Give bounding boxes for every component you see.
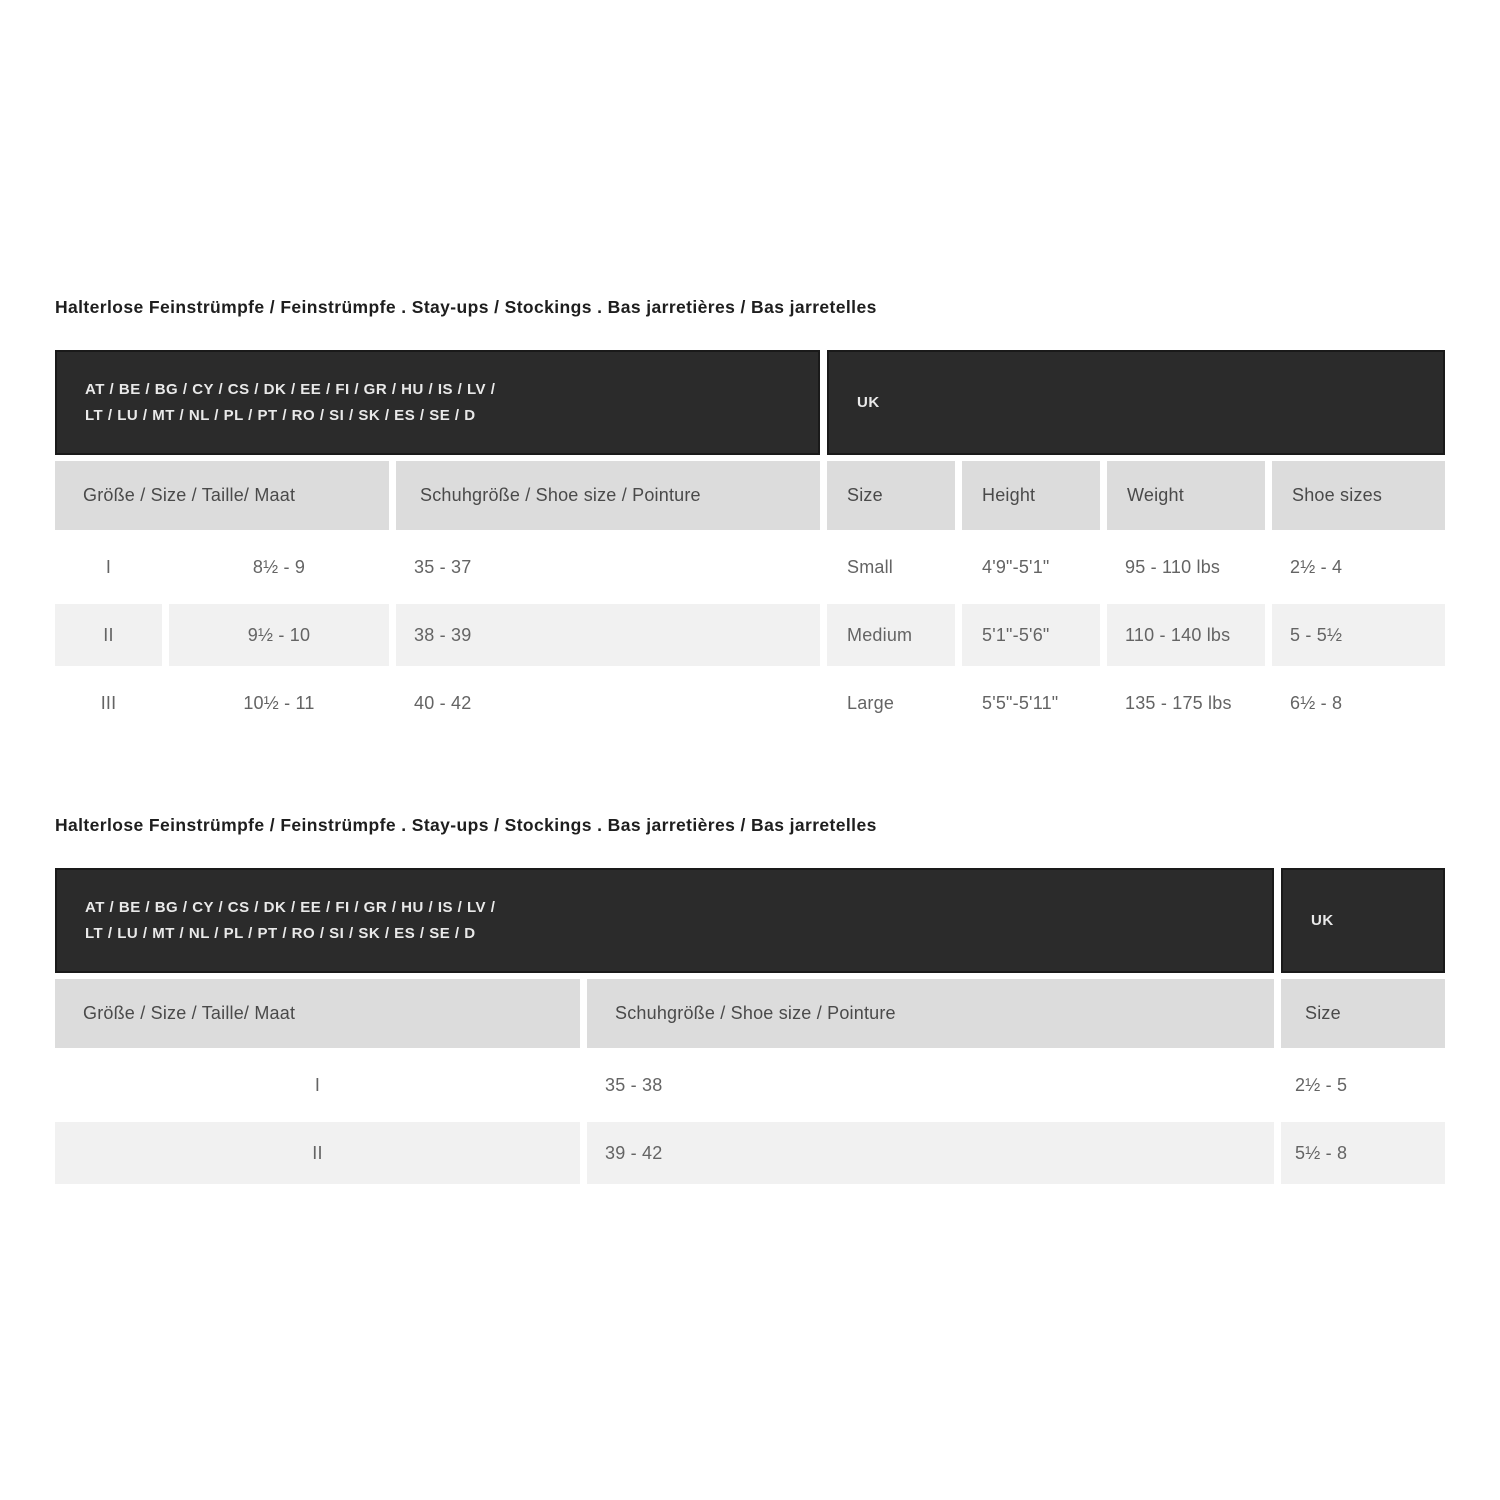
column-header-row xyxy=(55,461,1445,530)
height-cell: 4'9"-5'1" xyxy=(962,536,1100,598)
size-table-eu-uk-simple xyxy=(55,868,1445,1184)
table-row xyxy=(55,604,1445,666)
uk-size-cell: Medium xyxy=(827,604,955,666)
size-numeral-cell: III xyxy=(55,672,162,734)
shoe-size-cell: 35 - 38 xyxy=(587,1054,1274,1116)
section-title: Halterlose Feinstrümpfe / Feinstrümpfe . Stay-ups / Stockings . Bas jarretières / Bas jarretelles xyxy=(55,815,877,835)
uk-shoe-cell: 6½ - 8 xyxy=(1272,672,1445,734)
column-header-row xyxy=(55,979,1445,1048)
table-row xyxy=(55,1054,1445,1116)
region-header-row xyxy=(55,868,1445,973)
size-range-cell: 9½ - 10 xyxy=(169,604,389,666)
table-row xyxy=(55,1122,1445,1184)
col-header-shoe-size: Schuhgröße / Shoe size / Pointure xyxy=(587,979,1274,1048)
region-eu-codes-line1: AT / BE / BG / CY / CS / DK / EE / FI / GR / HU / IS / LV / xyxy=(85,898,496,916)
region-eu-codes-line1: AT / BE / BG / CY / CS / DK / EE / FI / GR / HU / IS / LV / xyxy=(85,380,496,398)
col-header-weight: Weight xyxy=(1107,461,1265,530)
col-header-shoe-size: Schuhgröße / Shoe size / Pointure xyxy=(396,461,820,530)
col-header-size: Größe / Size / Taille/ Maat xyxy=(55,979,580,1048)
size-numeral-cell: II xyxy=(55,604,162,666)
region-header-uk xyxy=(1281,868,1445,973)
region-eu-codes-line2: LT / LU / MT / NL / PL / PT / RO / SI / SK / ES / SE / D xyxy=(85,406,476,424)
col-header-shoe-sizes: Shoe sizes xyxy=(1272,461,1445,530)
region-uk-label: UK xyxy=(1311,912,1334,929)
shoe-size-cell: 38 - 39 xyxy=(396,604,820,666)
weight-cell: 95 - 110 lbs xyxy=(1107,536,1265,598)
shoe-size-cell: 40 - 42 xyxy=(396,672,820,734)
size-range-cell: 10½ - 11 xyxy=(169,672,389,734)
weight-cell: 135 - 175 lbs xyxy=(1107,672,1265,734)
uk-shoe-cell: 2½ - 4 xyxy=(1272,536,1445,598)
col-header-size: Größe / Size / Taille/ Maat xyxy=(55,461,389,530)
size-numeral-cell: I xyxy=(55,1054,580,1116)
size-chart-section-stayups-2 xyxy=(55,815,1445,1184)
shoe-size-cell: 39 - 42 xyxy=(587,1122,1274,1184)
col-header-height: Height xyxy=(962,461,1100,530)
region-header-eu xyxy=(55,868,1274,973)
uk-size-cell: Small xyxy=(827,536,955,598)
section-title: Halterlose Feinstrümpfe / Feinstrümpfe . Stay-ups / Stockings . Bas jarretières / Bas jarretelles xyxy=(55,297,877,317)
col-header-uk-size: Size xyxy=(1281,979,1445,1048)
uk-size-cell: 2½ - 5 xyxy=(1281,1054,1445,1116)
size-range-cell: 8½ - 9 xyxy=(169,536,389,598)
height-cell: 5'1"-5'6" xyxy=(962,604,1100,666)
region-eu-codes-line2: LT / LU / MT / NL / PL / PT / RO / SI / SK / ES / SE / D xyxy=(85,924,476,942)
size-chart-section-stayups-1 xyxy=(55,297,1445,734)
region-header-uk xyxy=(827,350,1445,455)
table-row xyxy=(55,672,1445,734)
region-header-eu xyxy=(55,350,820,455)
region-uk-label: UK xyxy=(857,394,880,411)
table-row xyxy=(55,536,1445,598)
uk-size-cell: Large xyxy=(827,672,955,734)
weight-cell: 110 - 140 lbs xyxy=(1107,604,1265,666)
size-numeral-cell: I xyxy=(55,536,162,598)
size-numeral-cell: II xyxy=(55,1122,580,1184)
uk-size-cell: 5½ - 8 xyxy=(1281,1122,1445,1184)
height-cell: 5'5"-5'11" xyxy=(962,672,1100,734)
region-header-row xyxy=(55,350,1445,455)
size-chart-content xyxy=(55,297,1445,1184)
shoe-size-cell: 35 - 37 xyxy=(396,536,820,598)
col-header-uk-size: Size xyxy=(827,461,955,530)
uk-shoe-cell: 5 - 5½ xyxy=(1272,604,1445,666)
size-table-eu-uk-detailed xyxy=(55,350,1445,734)
